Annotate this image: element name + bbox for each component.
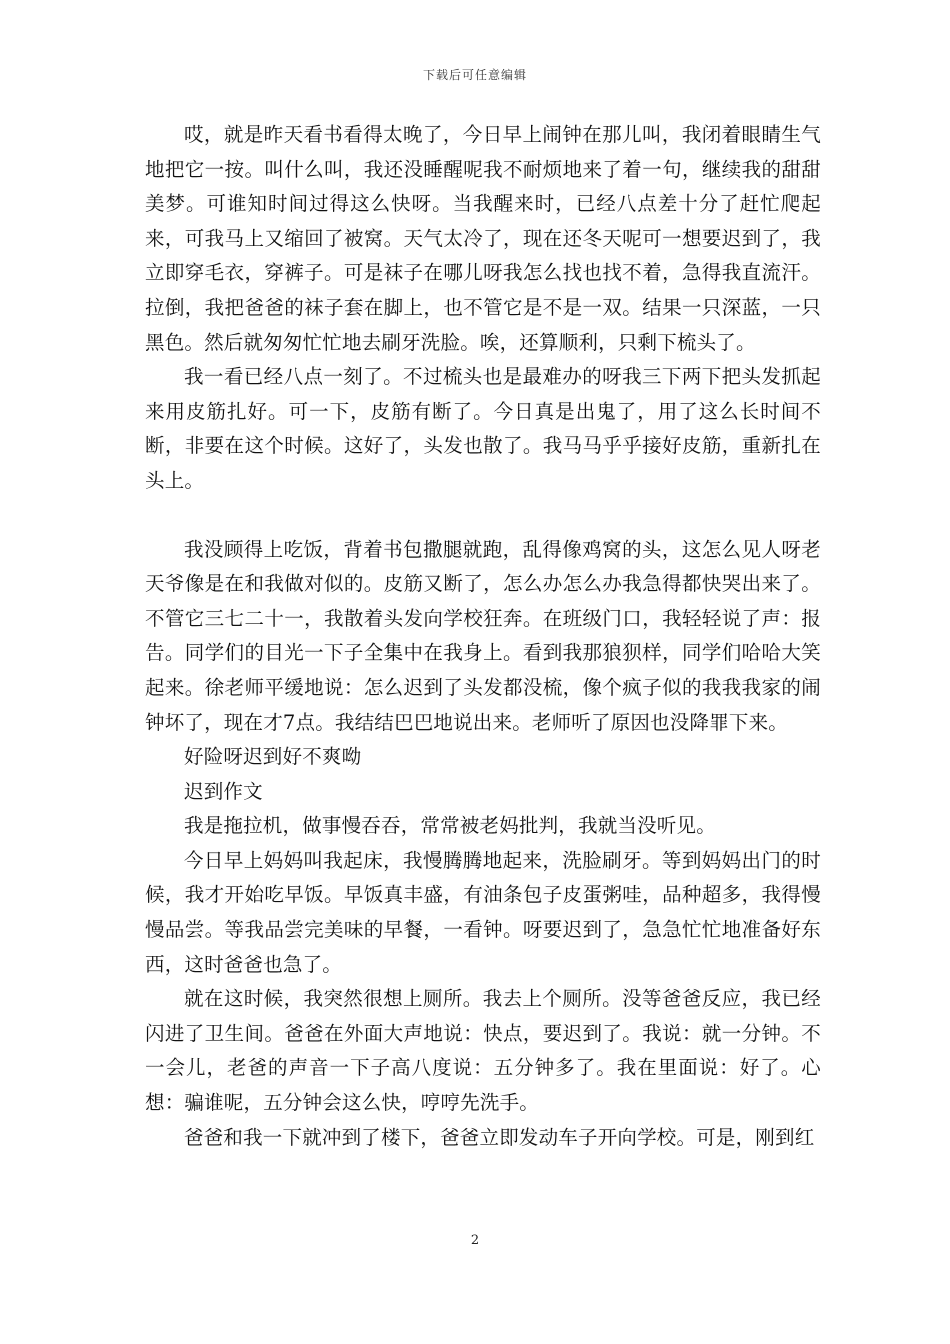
paragraph-3: 我没顾得上吃饭，背着书包撒腿就跑，乱得像鸡窝的头，这怎么见人呀老天爷像是在和我做对似的。皮筋又断了，怎么办怎么办我急得都快哭出来了。不管它三七二十一，我散着头发向学校狂奔。在班级门口，我轻轻说了声：报告。同学们的目光一下子全集中在我身上。看到我那狼狈样，同学们哈哈大笑起来。徐老师平缓地说：怎么迟到了头发都没梳，像个疯子似的我我我家的闹钟坏了，现在才7点。我结结巴巴地说出来。老师听了原因也没降罪下来。 (145, 537, 821, 734)
paragraph-6: 我是拖拉机，做事慢吞吞，常常被老妈批判，我就当没听见。 (184, 814, 716, 838)
paragraph-9: 爸爸和我一下就冲到了楼下，爸爸立即发动车子开向学校。可是，刚到红 (184, 1125, 815, 1149)
paragraph-4: 好险呀迟到好不爽呦 (184, 745, 362, 769)
paragraph-1: 哎，就是昨天看书看得太晚了，今日早上闹钟在那儿叫，我闭着眼睛生气地把它一按。叫什么叫，我还没睡醒呢我不耐烦地来了着一句，继续我的甜甜美梦。可谁知时间过得这么快呀。当我醒来时，已经八点差十分了赶忙爬起来，可我马上又缩回了被窝。天气太冷了，现在还冬天呢可一想要迟到了，我立即穿毛衣，穿裤子。可是袜子在哪儿呀我怎么找也找不着，急得我直流汗。拉倒，我把爸爸的袜子套在脚上，也不管它是不是一双。结果一只深蓝，一只黑色。然后就匆匆忙忙地去刷牙洗脸。唉，还算顺利，只剩下梳头了。 (145, 123, 821, 354)
essay-title: 迟到作文 (184, 779, 263, 803)
paragraph-2: 我一看已经八点一刻了。不过梳头也是最难办的呀我三下两下把头发抓起来用皮筋扎好。可一下，皮筋有断了。今日真是出鬼了，用了这么长时间不断，非要在这个时候。这好了，头发也散了。我马马乎乎接好皮筋，重新扎在头上。 (145, 365, 821, 492)
paragraph-8: 就在这时候，我突然很想上厕所。我去上个厕所。没等爸爸反应，我已经闪进了卫生间。爸爸在外面大声地说：快点，要迟到了。我说：就一分钟。不一会儿，老爸的声音一下子高八度说：五分钟多了。我在里面说：好了。心想：骗谁呢，五分钟会这么快，哼哼先洗手。 (145, 987, 821, 1115)
page-header: 下载后可任意编辑 (422, 68, 527, 82)
document-body (145, 118, 821, 1155)
page-number: 2 (470, 1233, 480, 1248)
paragraph-7: 今日早上妈妈叫我起床，我慢腾腾地起来，洗脸刷牙。等到妈妈出门的时候，我才开始吃早饭。早饭真丰盛，有油条包子皮蛋粥哇，品种超多，我得慢慢品尝。等我品尝完美味的早餐，一看钟。呀要迟到了，急急忙忙地准备好东西，这时爸爸也急了。 (145, 848, 821, 976)
